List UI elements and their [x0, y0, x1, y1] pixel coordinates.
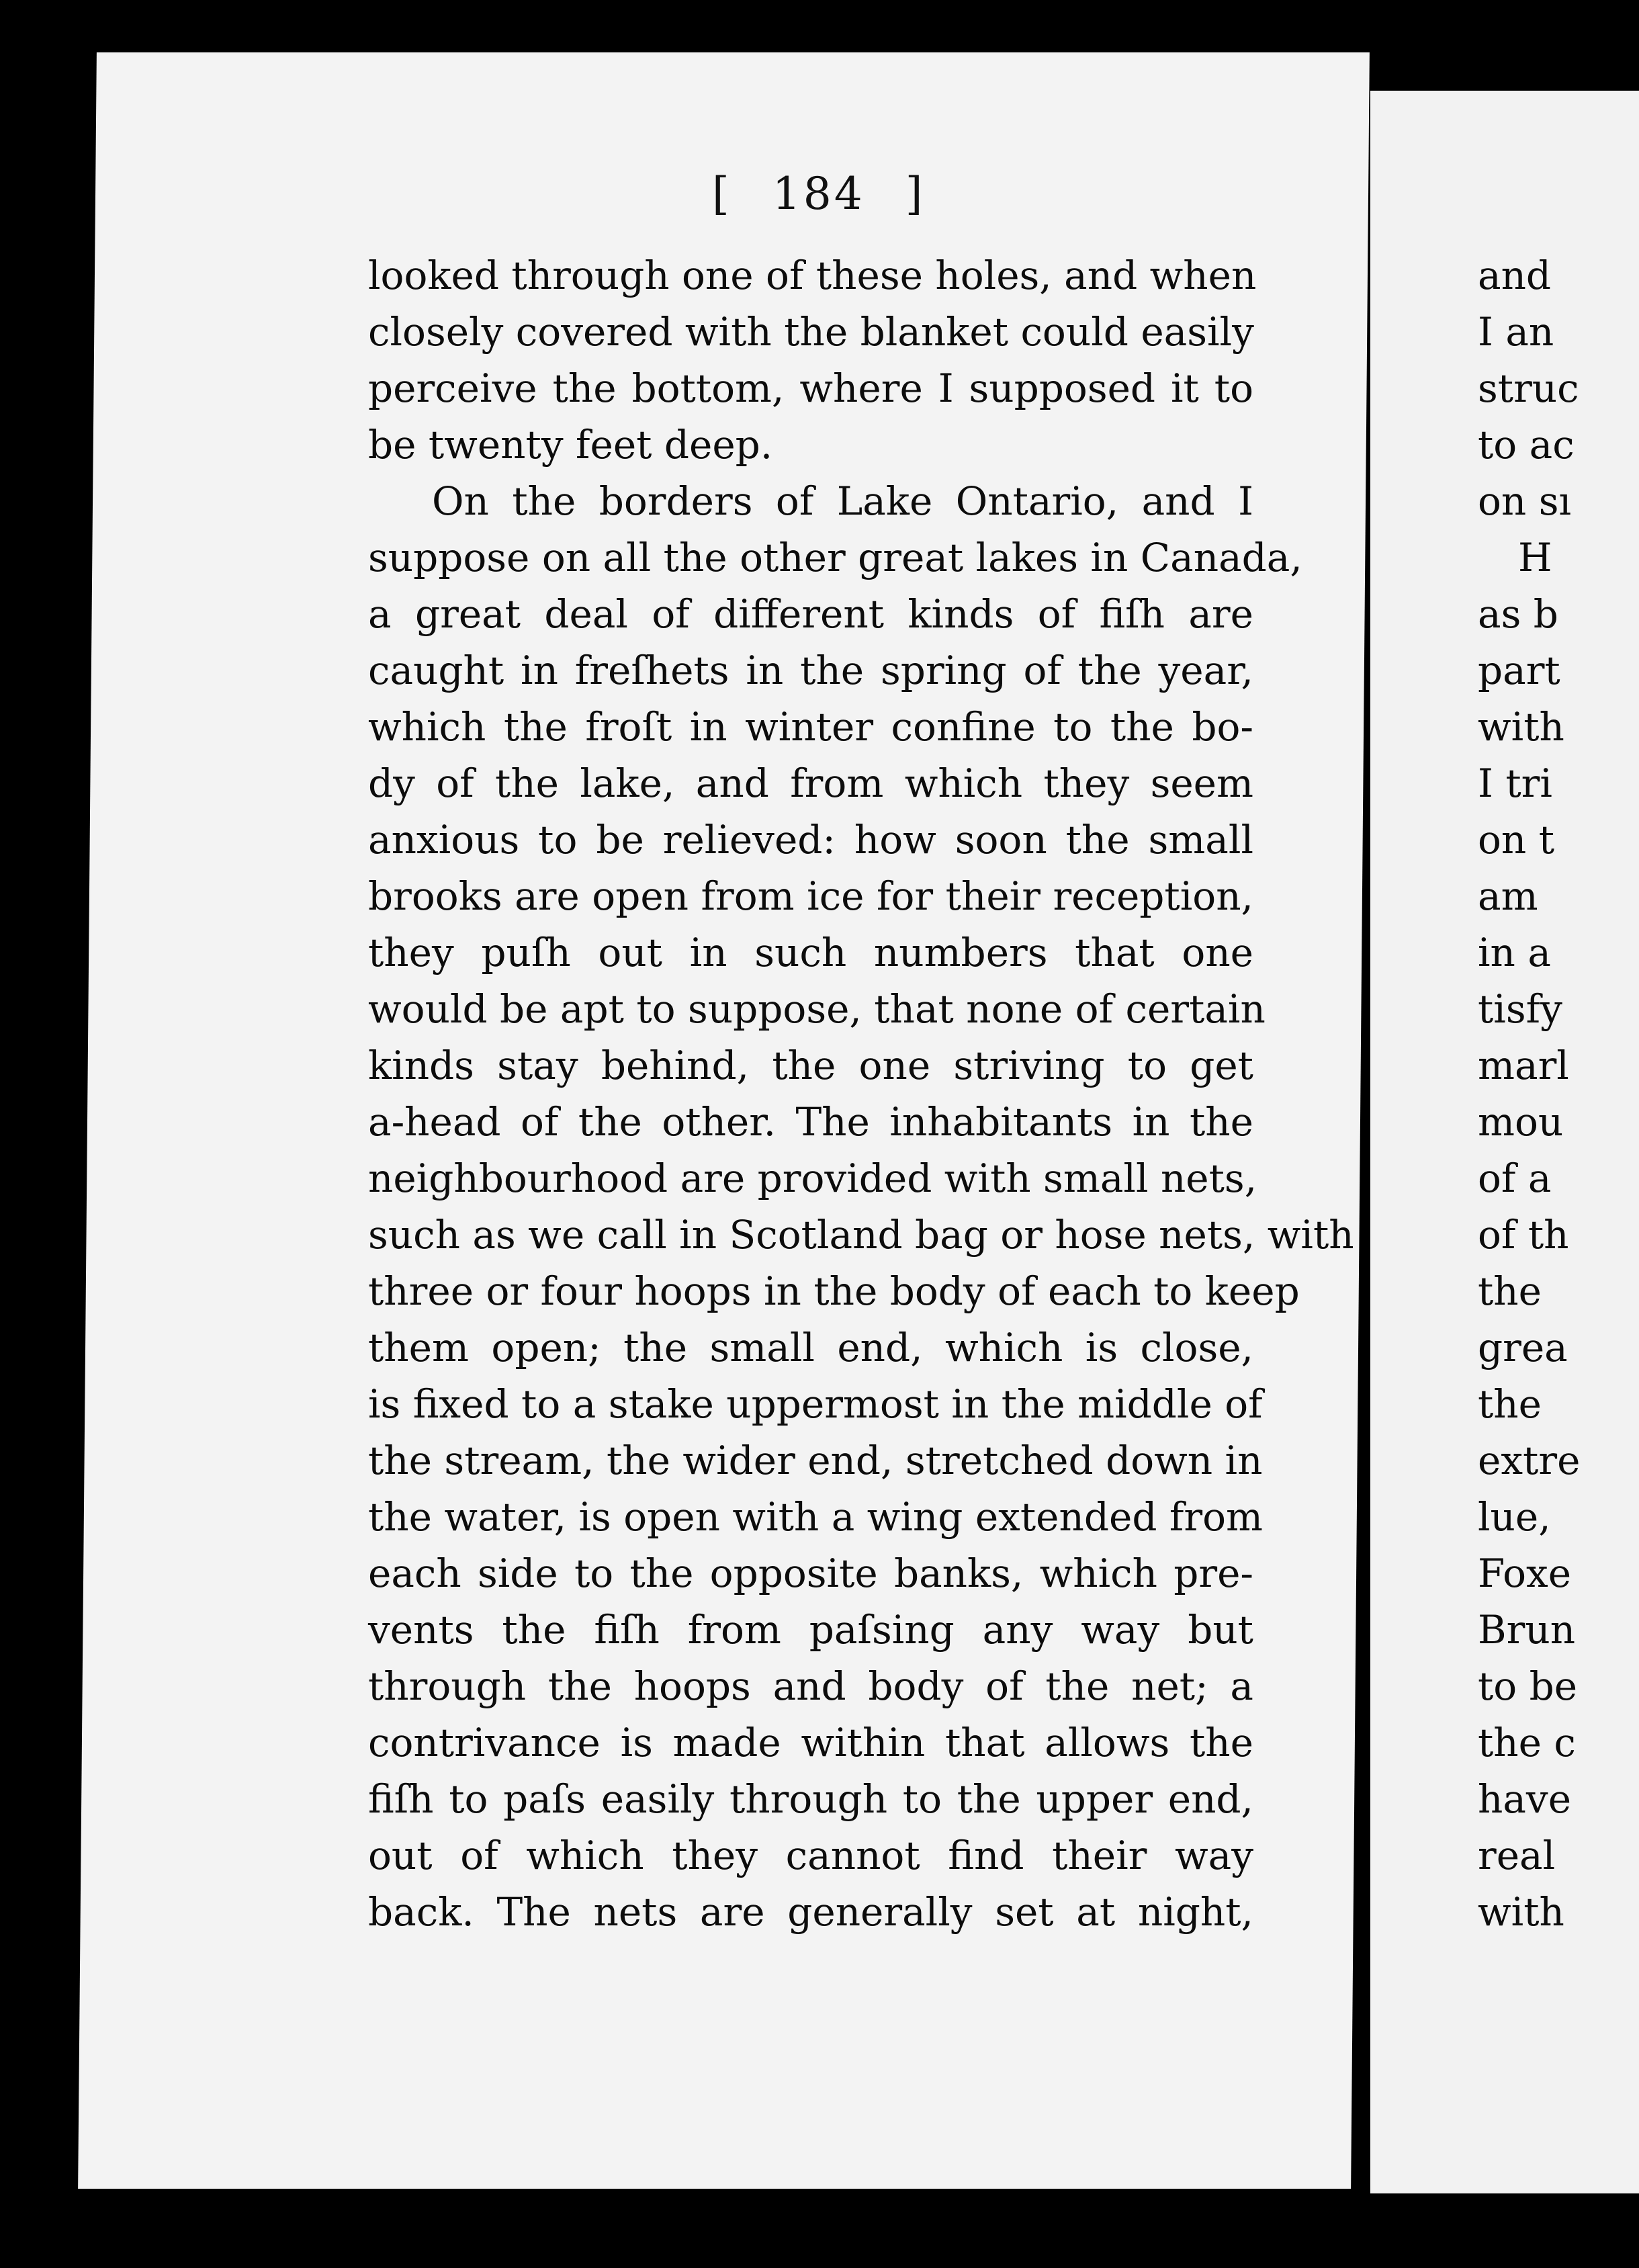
right-text-line: I an: [1478, 309, 1554, 355]
header-bracket-close: ]: [905, 168, 926, 220]
text-line: be twenty feet deep.: [368, 422, 773, 468]
text-line: caught in freſhets in the spring of the year,: [368, 648, 1253, 693]
right-text-line: on t: [1478, 817, 1555, 863]
text-line: such as we call in Scotland bag or hose nets, with: [368, 1212, 1354, 1258]
paragraph-start-line: On the borders of Lake Ontario, and I: [432, 478, 1253, 524]
text-line: contrivance is made within that allows the: [368, 1720, 1253, 1765]
right-text-line: lue,: [1478, 1494, 1551, 1540]
right-text-line: to be: [1478, 1663, 1578, 1709]
text-line: anxious to be relieved: how soon the small: [368, 817, 1253, 863]
text-line: which the froſt in winter confine to the bo-: [368, 704, 1253, 750]
page-number: 184: [772, 168, 865, 220]
header-bracket-open: [: [712, 168, 732, 220]
text-line: closely covered with the blanket could easily: [368, 309, 1254, 355]
text-line: a great deal of different kinds of fiſh are: [368, 591, 1253, 637]
right-text-line: Brun: [1478, 1607, 1576, 1653]
right-text-line: to ac: [1478, 422, 1575, 468]
right-text-line: struc: [1478, 365, 1579, 411]
right-text-line: with: [1478, 1889, 1564, 1935]
text-line: looked through one of these holes, and when: [368, 253, 1257, 298]
text-line: neighbourhood are provided with small nets,: [368, 1155, 1257, 1201]
text-line: fiſh to paſs easily through to the upper end,: [368, 1776, 1253, 1822]
right-text-line: mou: [1478, 1099, 1564, 1145]
right-text-line: have: [1478, 1776, 1572, 1822]
right-text-line: real: [1478, 1833, 1556, 1878]
text-line: vents the fiſh from paſsing any way but: [368, 1607, 1253, 1653]
text-line: kinds stay behind, the one striving to get: [368, 1043, 1253, 1088]
text-line: they puſh out in such numbers that one: [368, 930, 1253, 975]
right-text-line: and: [1478, 253, 1552, 298]
text-line: is fixed to a stake uppermost in the middle of: [368, 1381, 1263, 1427]
right-text-line: with: [1478, 704, 1564, 750]
right-text-line: Foxe: [1478, 1551, 1572, 1596]
right-text-line: the c: [1478, 1720, 1576, 1765]
page-header: [712, 168, 925, 220]
right-text-line: the: [1478, 1381, 1542, 1427]
right-text-line: tisfy: [1478, 986, 1562, 1032]
text-line: them open; the small end, which is close,: [368, 1325, 1253, 1370]
text-line: back. The nets are generally set at night,: [368, 1889, 1253, 1935]
text-line: three or four hoops in the body of each to keep: [368, 1268, 1300, 1314]
text-line: dy of the lake, and from which they seem: [368, 760, 1253, 806]
text-line: brooks are open from ice for their reception,: [368, 873, 1253, 919]
right-text-line: grea: [1478, 1325, 1568, 1370]
text-line: each side to the opposite banks, which pre-: [368, 1551, 1253, 1596]
right-text-line: am: [1478, 873, 1538, 919]
text-line: the stream, the wider end, stretched down in: [368, 1438, 1263, 1483]
text-line: suppose on all the other great lakes in Canada,: [368, 535, 1302, 580]
right-text-line: of th: [1478, 1212, 1569, 1258]
right-text-line: I tri: [1478, 760, 1552, 806]
right-text-line: marl: [1478, 1043, 1569, 1088]
right-text-line: part: [1478, 648, 1560, 693]
text-line: the water, is open with a wing extended from: [368, 1494, 1263, 1540]
right-text-line: H: [1518, 535, 1552, 580]
text-line: through the hoops and body of the net; a: [368, 1663, 1253, 1709]
left-page-text: [368, 247, 1354, 1940]
right-text-line: as b: [1478, 591, 1558, 637]
right-text-line: in a: [1478, 930, 1551, 975]
text-line: would be apt to suppose, that none of certain: [368, 986, 1266, 1032]
right-text-line: on sı: [1478, 478, 1572, 524]
text-line: out of which they cannot find their way: [368, 1833, 1253, 1878]
text-line: a-head of the other. The inhabitants in the: [368, 1099, 1253, 1145]
right-text-line: extre: [1478, 1438, 1581, 1483]
text-line: perceive the bottom, where I supposed it to: [368, 365, 1253, 411]
right-text-line: the: [1478, 1268, 1542, 1314]
right-page-text: [1478, 247, 1581, 1940]
right-text-line: of a: [1478, 1155, 1552, 1201]
